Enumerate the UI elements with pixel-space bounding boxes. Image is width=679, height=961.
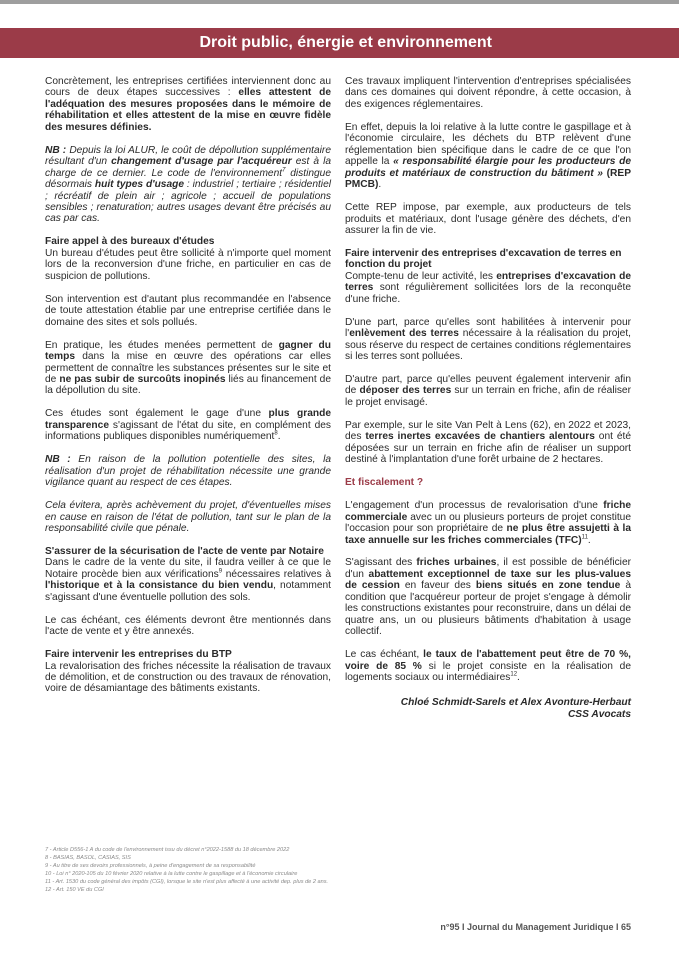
signature-authors: Chloé Schmidt-Sarels et Alex Avonture-Herbaut — [400, 697, 631, 709]
paragraph-intervention: Son intervention est d'autant plus recommandée en l'absence de toute attestation établie par une entreprise certifiée dans le domaine des sites et sols pollués. — [45, 293, 331, 328]
paragraph-enlevement: D'une part, parce qu'elles sont habilitées à intervenir pour l'enlèvement des terres nécessaire à la réalisation du projet, sous réserve du respect de certaines conditions réglementaires si les terres sont polluées. — [345, 316, 631, 363]
paragraph-depot: D'autre part, parce qu'elles peuvent également intervenir afin de déposer des terres sur un terrain en friche, afin de réaliser le projet envisagé. — [345, 374, 631, 408]
paragraph-van-pelt: Par exemple, sur le site Van Pelt à Lens (62), en 2022 et 2023, des terres inertes excavées de chantiers alentours ont été déposées sur un terrain en friche afin de réaliser un support destiné à l'implantation d'une forêt urbaine de 2 hectares. — [345, 419, 631, 466]
heading-excavation: Faire intervenir des entreprises d'excavation de terres en fonction du projet — [345, 247, 622, 271]
footnote: 11 - Art. 1530 du code général des impôts (CGI), lorsque le site n'est plus affecté à une activité dep. plus de 2 ans. — [45, 879, 329, 885]
footnote: 7 - Article D556-1 A du code de l'environnement issu du décret n°2022-1588 du 18 décembre 2022 — [45, 847, 290, 853]
paragraph-evitera: Cela évitera, après achèvement du projet, d'éventuelles mises en cause en raison de l'état de pollution, tant sur le plan de la responsabilité civile que pénale. — [45, 500, 331, 534]
heading-btp: Faire intervenir les entreprises du BTP — [45, 649, 232, 661]
paragraph-rep-pmcb: En effet, depuis la loi relative à la lutte contre le gaspillage et à l'économie circulaire, les déchets du BTP relèvent d'une réglementation bien spécifique dans le cadre de ce que l'on appelle la « responsabilité élargie pour les producteurs de produits et matériaux de construction du bâtiment » (REP PMCB). — [345, 121, 631, 191]
paragraph-etapes: Concrètement, les entreprises certifiées interviennent donc au cours de deux étapes successives : elles attestent de l'adéquation des mesures proposées dans le mémoire de réhabilitation et elles attestent de la mise en œuvre fidèle des mesures définies. — [45, 76, 331, 133]
footnotes — [45, 846, 545, 894]
top-rule — [0, 0, 679, 4]
paragraph-btp: La revalorisation des friches nécessite la réalisation de travaux de démolition, et de construction ou des travaux de rénovation, voire de désamiantage des bâtiments existants. — [45, 660, 331, 695]
paragraph-friches-urbaines: S'agissant des friches urbaines, il est possible de bénéficier d'un abattement exceptionnel de taxe sur les plus-values de cession en faveur des biens situés en zone tendue à condition que l'acquéreur porteur de projet s'engage à démolir les constructions existantes pour reconstruire, dans un délai de quatre ans, un ou plusieurs bâtiments d'habitation à usage collectif. — [345, 557, 631, 638]
paragraph-travaux: Ces travaux impliquent l'intervention d'entreprises spécialisées dans ces domaines qui doivent répondre, à cette occasion, à des exigences réglementaires. — [345, 76, 631, 110]
paragraph-rep: Cette REP impose, par exemple, aux producteurs de tels produits et matériaux, dont l'usage génère des déchets, d'en assurer la fin de vie. — [345, 202, 631, 236]
footnote: 8 - BASIAS, BASOL, CASIAS, SIS — [45, 855, 131, 861]
paragraph-taux: Le cas échéant, le taux de l'abattement peut être de 70 %, voire de 85 % si le projet consiste en la réalisation de logements sociaux ou intermédiaires$^{12}$. — [345, 649, 631, 684]
footnote: 12 - Art. 150 VE du CGI — [45, 887, 104, 893]
paragraph-bureaux: Un bureau d'études peut être sollicité à n'importe quel moment lors de la reconversion d'une friche, en particulier en cas de suspicion de pollutions. — [45, 247, 331, 282]
heading-bureaux-etudes: Faire appel à des bureaux d'études — [45, 236, 215, 248]
paragraph-pratique: En pratique, les études menées permettent de gagner du temps dans la mise en œuvre des opérations car elles permettent de connaître les substances présentes sur le site et de ne pas subir de surcoûts inopinés liés au financement de la dépollution du site. — [45, 339, 331, 397]
paragraph-transparence: Ces études sont également le gage d'une plus grande transparence s'agissant de l'état du site, en complément des informations publiques disponibles numériquement$^8$. — [45, 408, 331, 443]
paragraph-notaire: Dans le cadre de la vente du site, il faudra veiller à ce que le Notaire procède bien aux vérifications$^9$ nécessaires relatives à l'historique et à la consistance du bien vendu, notamment s'agissant d'une éventuelle pollution des sols. — [45, 557, 332, 603]
paragraph-excavation: Compte-tenu de leur activité, les entreprises d'excavation de terres sont régulièrement sollicitées lors de la reconquête d'une friche. — [345, 270, 631, 305]
paragraph-acte: Le cas échéant, ces éléments devront être mentionnés dans l'acte de vente et y être annexés. — [45, 614, 331, 638]
right-column — [345, 76, 631, 720]
heading-notaire: S'assurer de la sécurisation de l'acte de vente par Notaire — [45, 545, 324, 557]
note-pollution: NB : En raison de la pollution potentielle des sites, la réalisation d'un projet de réhabilitation nécessite une grande vigilance quant au respect de ces étapes. — [45, 454, 331, 489]
note-alur: NB : Depuis la loi ALUR, le coût de dépollution supplémentaire résultant d'un changement d'usage par l'acquéreur est à la charge de ce dernier. Le code de l'environnement$^7$ distingue désormais huit types d'usage : industriel ; tertiaire ; résidentiel ; récréatif de plein air ; agricole ; accueil de populations sensibles ; renaturation; autres usages devant être précisés au cas par cas. — [45, 144, 332, 225]
section-banner — [0, 28, 679, 58]
paragraph-friche-commerciale: L'engagement d'un processus de revalorisation d'une friche commerciale avec un ou plusieurs porteurs de projet constitue l'occasion pour son propriétaire de ne plus être assujetti à la taxe annuelle sur les friches commerciales (TFC)$^{11}$. — [345, 500, 632, 546]
section-title: Droit public, énergie et environnement — [199, 34, 492, 51]
footnote: 9 - Au titre de ses devoirs professionnels, à peine d'engagement de sa responsabilité — [45, 863, 256, 869]
page-footer: n°95 I Journal du Management Juridique I 65 — [440, 922, 631, 932]
heading-fiscal: Et fiscalement ? — [345, 477, 424, 489]
signature — [345, 697, 631, 720]
footnote: 10 - Loi n° 2020-105 du 10 février 2020 relative à la lutte contre le gaspillage et à l'économie circulaire — [45, 871, 298, 877]
left-column — [45, 76, 331, 706]
signature-firm: CSS Avocats — [567, 708, 631, 720]
